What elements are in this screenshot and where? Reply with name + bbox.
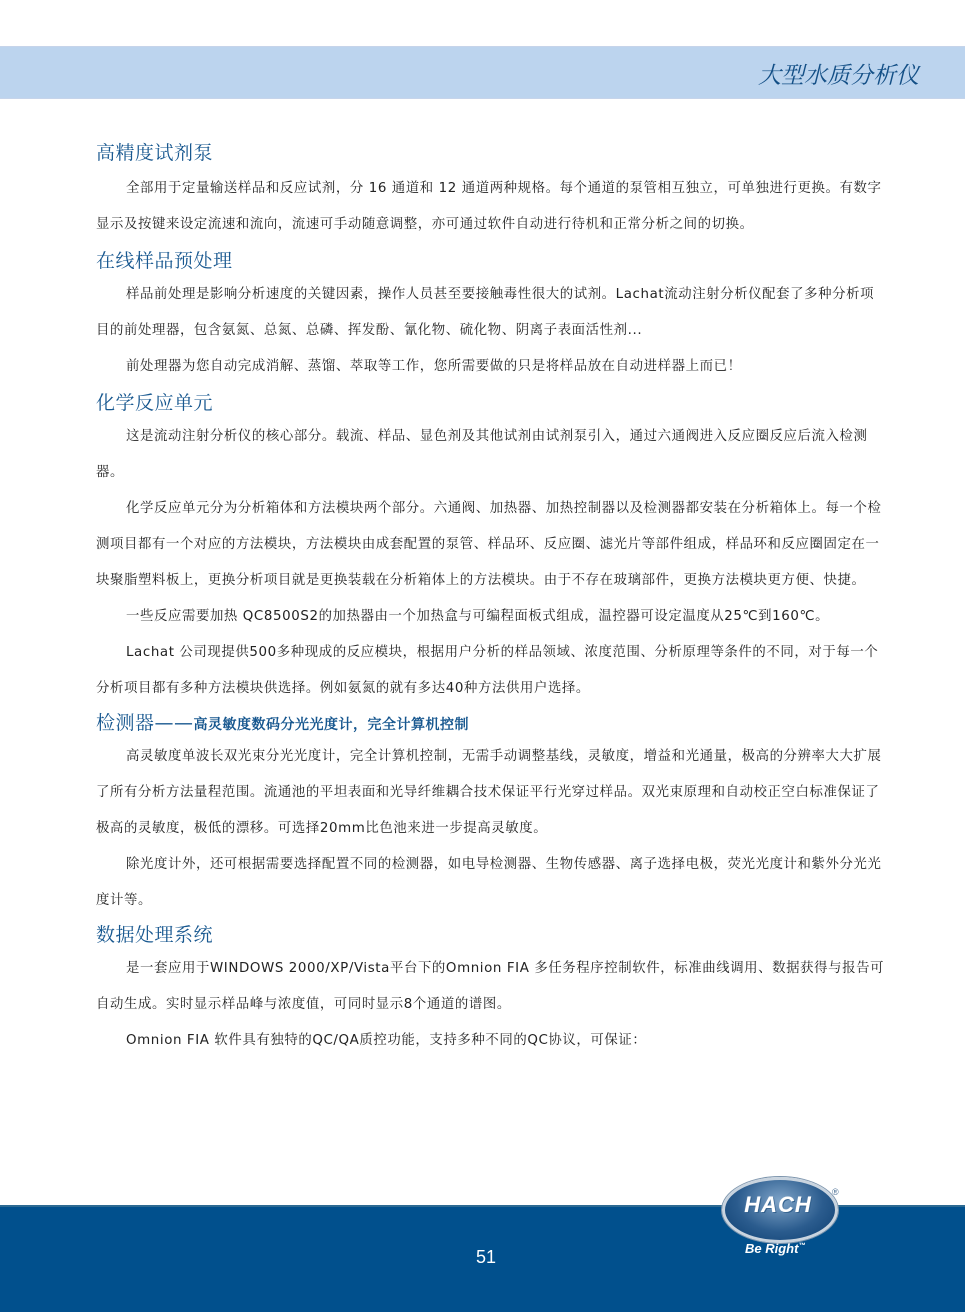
section-sample-pretreatment: [96, 245, 886, 385]
section-data-processing: [96, 919, 886, 1059]
section-reagent-pump: [96, 137, 886, 243]
trademark-mark: ™: [798, 1242, 806, 1250]
paragraph: Omnion FIA 软件具有独特的QC/QA质控功能，支持多种不同的QC协议，可保证：: [126, 1033, 647, 1048]
paragraph: 除光度计外，还可根据需要选择配置不同的检测器，如电导检测器、生物传感器、离子选择电极，荧光光度计和紫外分光光度计等。: [96, 857, 882, 908]
paragraph: Lachat 公司现提供500多种现成的反应模块，根据用户分析的样品领域、浓度范围、分析原理等条件的不同，对于每一个分析项目都有多种方法模块供选择。例如氨氮的就有多达40种方法供用户选择。: [96, 645, 879, 696]
section-title: 在线样品预处理: [96, 250, 233, 272]
paragraph: 样品前处理是影响分析速度的关键因素，操作人员甚至要接触毒性很大的试剂。Lachat流动注射分析仪配套了多种分析项目的前处理器，包含氨氮、总氮、总磷、挥发酚、氰化物、硫化物、阴离子表面活性剂...: [96, 287, 875, 338]
section-title-main: 检测器——: [96, 712, 194, 734]
section-title: [96, 707, 886, 739]
paragraph: 化学反应单元分为分析箱体和方法模块两个部分。六通阀、加热器、加热控制器以及检测器都安装在分析箱体上。每一个检测项目都有一个对应的方法模块，方法模块由成套配置的泵管、样品环、反应圈、滤光片等部件组成，样品环和反应圈固定在一块聚脂塑料板上，更换分析项目就是更换装载在分析箱体上的方法模块。由于不存在玻璃部件，更换方法模块更方便、快捷。: [96, 501, 882, 588]
tagline-text: Be Right: [745, 1241, 799, 1256]
section-detector: [96, 707, 886, 919]
page-content: [96, 137, 886, 1059]
section-title: 数据处理系统: [96, 924, 214, 946]
hach-logo: [720, 1175, 845, 1265]
paragraph: 高灵敏度单波长双光束分光光度计，完全计算机控制，无需手动调整基线，灵敏度，增益和光通量，极高的分辨率大大扩展了所有分析方法量程范围。流通池的平坦表面和光导纤维耦合技术保证平行光穿过样品。双光束原理和自动校正空白标准保证了极高的灵敏度，极低的漂移。可选择20mm比色池来进一步提高灵敏度。: [96, 749, 882, 836]
registered-mark: ®: [832, 1187, 839, 1197]
section-title: 高精度试剂泵: [96, 142, 214, 164]
paragraph: 一些反应需要加热 QC8500S2的加热器由一个加热盒与可编程面板式组成，温控器可设定温度从25℃到160℃。: [126, 609, 830, 624]
tagline: [745, 1241, 805, 1256]
logo-text: HACH: [744, 1192, 812, 1217]
paragraph: 是一套应用于WINDOWS 2000/XP/Vista平台下的Omnion FIA 多任务程序控制软件，标准曲线调用、数据获得与报告可自动生成。实时显示样品峰与浓度值，可同时显示8个通道的谱图。: [96, 961, 885, 1012]
section-chemical-reaction-unit: [96, 387, 886, 707]
page-number: 51: [476, 1247, 497, 1267]
paragraph: 全部用于定量输送样品和反应试剂，分 16 通道和 12 通道两种规格。每个通道的泵管相互独立，可单独进行更换。有数字显示及按键来设定流速和流向，流速可手动随意调整，亦可通过软件自动进行待机和正常分析之间的切换。: [96, 181, 882, 232]
paragraph: 前处理器为您自动完成消解、蒸馏、萃取等工作，您所需要做的只是将样品放在自动进样器上而已！: [126, 359, 742, 374]
section-subtitle: 高灵敏度数码分光光度计，完全计算机控制: [193, 717, 470, 733]
header-title: 大型水质分析仪: [758, 63, 919, 89]
section-title: 化学反应单元: [96, 392, 214, 414]
paragraph: 这是流动注射分析仪的核心部分。载流、样品、显色剂及其他试剂由试剂泵引入，通过六通阀进入反应圈反应后流入检测器。: [96, 429, 868, 480]
header-band: [0, 46, 965, 99]
